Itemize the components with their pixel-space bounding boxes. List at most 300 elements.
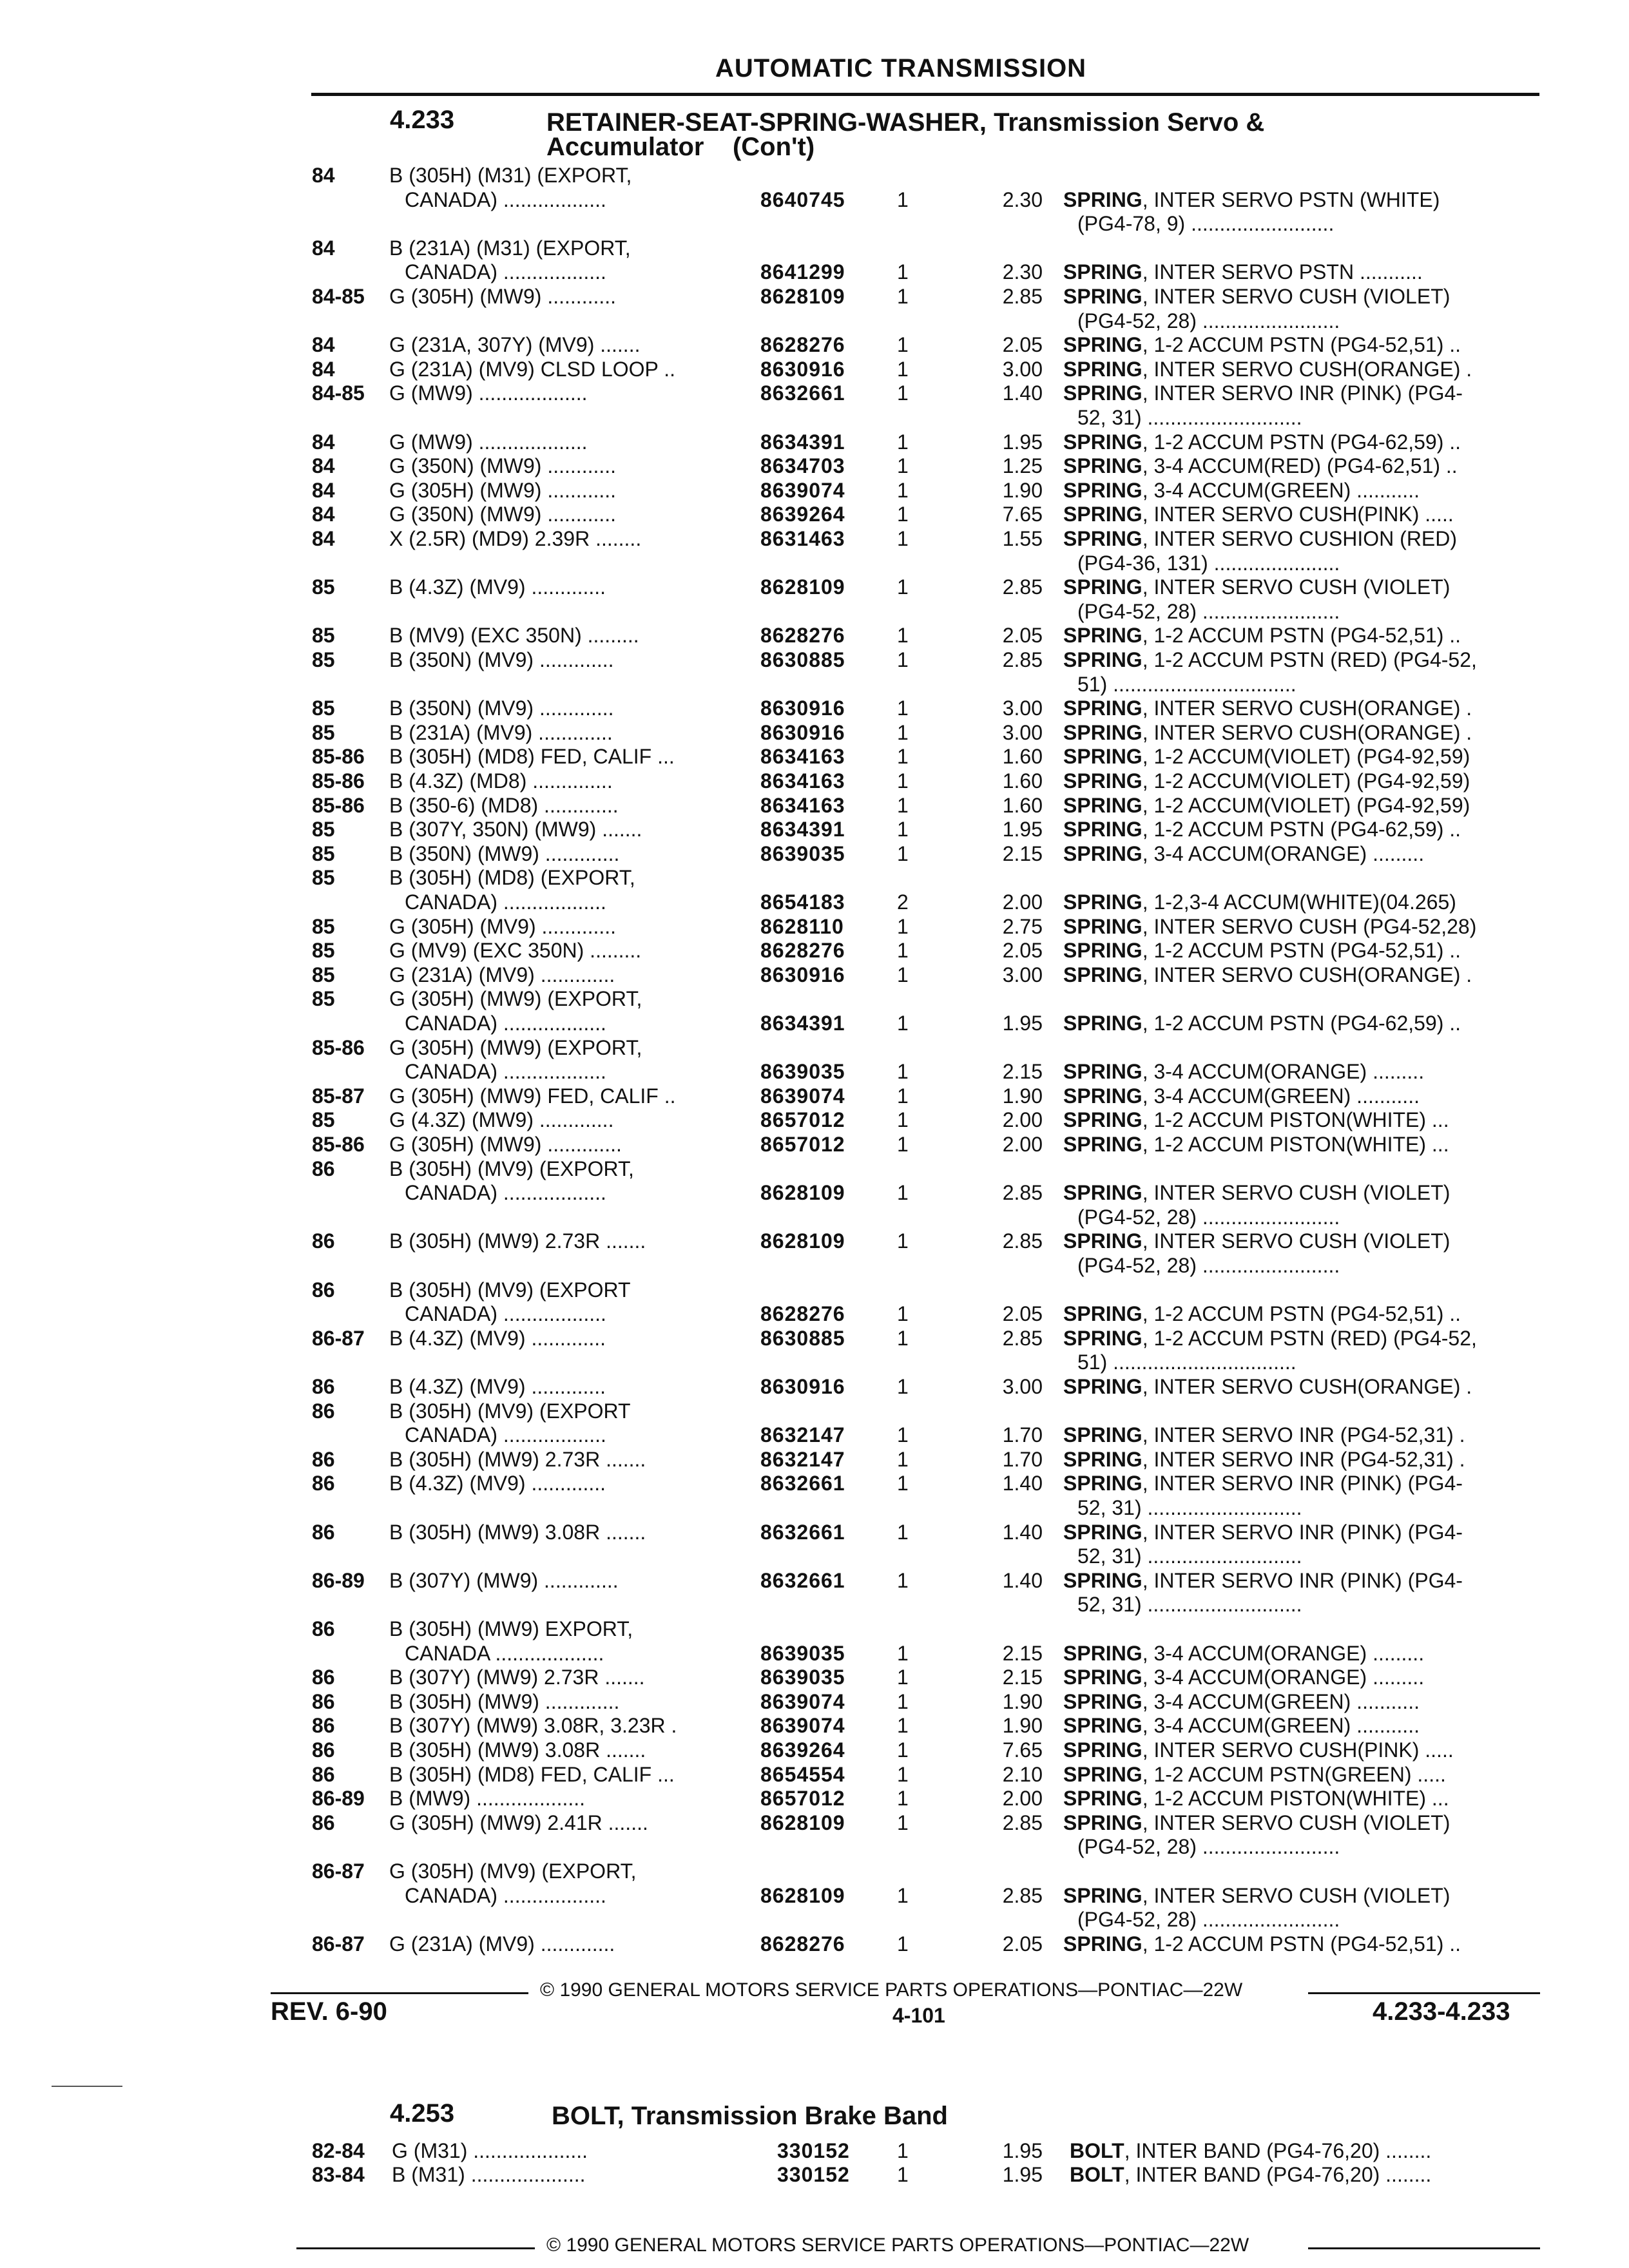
description-cell: 52, 31) ...........................: [1077, 1496, 1302, 1519]
model-year-cell: 82-84: [312, 2139, 365, 2162]
description-cell: SPRING, 1-2 ACCUM PSTN(GREEN) .....: [1063, 1762, 1446, 1786]
part-number-cell: 8657012: [760, 1787, 845, 1811]
part-number-cell: 8639264: [760, 503, 845, 526]
description-cell: (PG4-78, 9) .........................: [1077, 212, 1335, 236]
price-cell: 2.75: [1002, 914, 1043, 938]
model-year-cell: 85: [312, 720, 335, 744]
model-year-cell: 84-85: [312, 285, 365, 308]
part-number-cell: 8628109: [760, 285, 845, 308]
copyright-notice: © 1990 GENERAL MOTORS SERVICE PARTS OPERATIONS—PONTIAC—22W: [540, 1979, 1243, 2001]
price-cell: 1.55: [1002, 527, 1043, 550]
quantity-cell: 1: [897, 1641, 909, 1665]
application-cell: B (305H) (MV9) (EXPORT: [389, 1278, 631, 1302]
model-year-cell: 86: [312, 1157, 335, 1180]
application-cell: G (M31) ....................: [392, 2139, 588, 2162]
description-cell: SPRING, INTER SERVO CUSH (PG4-52,28): [1063, 914, 1477, 938]
model-year-cell: 85: [312, 697, 335, 720]
revision-label: REV. 6-90: [271, 1997, 387, 2026]
price-cell: 1.70: [1002, 1447, 1043, 1471]
price-cell: 1.95: [1002, 2163, 1043, 2186]
model-year-cell: 86: [312, 1811, 335, 1834]
price-cell: 1.90: [1002, 478, 1043, 502]
quantity-cell: 1: [897, 1472, 909, 1495]
description-cell: SPRING, 1-2 ACCUM PSTN (PG4-62,59) ..: [1063, 430, 1461, 454]
description-cell: SPRING, 3-4 ACCUM(GREEN) ...........: [1063, 1689, 1420, 1713]
model-year-cell: 85: [312, 841, 335, 865]
application-cell: B (305H) (MV9) (EXPORT: [389, 1399, 631, 1423]
price-cell: 1.95: [1002, 2139, 1043, 2162]
part-number-cell: 8628276: [760, 624, 845, 648]
price-cell: 1.90: [1002, 1689, 1043, 1713]
application-cell: G (305H) (MW9) 2.41R .......: [389, 1811, 648, 1834]
part-number-cell: 8630916: [760, 1375, 845, 1398]
footer2-rule-right: [1308, 2247, 1540, 2249]
quantity-cell: 1: [897, 793, 909, 817]
description-cell: SPRING, 1-2,3-4 ACCUM(WHITE)(04.265): [1063, 890, 1456, 914]
description-cell: SPRING, INTER SERVO CUSH(ORANGE) .: [1063, 1375, 1472, 1398]
model-year-cell: 85: [312, 914, 335, 938]
quantity-cell: 1: [897, 1714, 909, 1738]
application-cell: B (305H) (MD8) (EXPORT,: [389, 866, 635, 890]
model-year-cell: 85: [312, 866, 335, 890]
model-year-cell: 84: [312, 236, 335, 260]
application-cell: B (305H) (MW9) 2.73R .......: [389, 1447, 646, 1471]
application-cell: B (305H) (MW9) .............: [389, 1689, 620, 1713]
model-year-cell: 86-87: [312, 1326, 365, 1350]
application-cell: B (350N) (MW9) .............: [389, 841, 620, 865]
quantity-cell: 1: [897, 648, 909, 671]
quantity-cell: 1: [897, 1689, 909, 1713]
part-number-cell: 8639035: [760, 1641, 845, 1665]
description-cell: BOLT, INTER BAND (PG4-76,20) ........: [1070, 2163, 1432, 2186]
group-number-2: 4.253: [390, 2099, 455, 2128]
section-header: AUTOMATIC TRANSMISSION: [715, 54, 1087, 82]
application-cell: B (4.3Z) (MV9) .............: [389, 1375, 606, 1398]
description-cell: SPRING, 3-4 ACCUM(ORANGE) .........: [1063, 1060, 1425, 1084]
part-number-cell: 8628109: [760, 1883, 845, 1907]
model-year-cell: 85-86: [312, 793, 365, 817]
quantity-cell: 1: [897, 1375, 909, 1398]
application-cell: B (305H) (MW9) 2.73R .......: [389, 1229, 646, 1253]
description-cell: SPRING, 1-2 ACCUM PSTN (PG4-52,51) ..: [1063, 1302, 1461, 1326]
quantity-cell: 1: [897, 1060, 909, 1084]
quantity-cell: 1: [897, 1787, 909, 1811]
model-year-cell: 86-89: [312, 1568, 365, 1592]
model-year-cell: 85: [312, 575, 335, 599]
model-year-cell: 85: [312, 1108, 335, 1132]
quantity-cell: 1: [897, 914, 909, 938]
application-cell: B (305H) (MV9) (EXPORT,: [389, 1157, 634, 1180]
quantity-cell: 1: [897, 841, 909, 865]
part-number-cell: 8632661: [760, 1520, 845, 1544]
model-year-cell: 86: [312, 1738, 335, 1762]
description-cell: SPRING, INTER SERVO INR (PG4-52,31) .: [1063, 1423, 1465, 1447]
model-year-cell: 86: [312, 1617, 335, 1640]
part-number-cell: 330152: [777, 2163, 850, 2186]
group-title-2: BOLT, Transmission Brake Band: [552, 2102, 948, 2130]
model-year-cell: 85-86: [312, 1133, 365, 1156]
application-cell: B (350-6) (MD8) .............: [389, 793, 619, 817]
application-cell: B (305H) (MW9) 3.08R .......: [389, 1738, 646, 1762]
description-cell: SPRING, 3-4 ACCUM(RED) (PG4-62,51) ..: [1063, 454, 1458, 478]
model-year-cell: 85-86: [312, 745, 365, 769]
quantity-cell: 1: [897, 527, 909, 550]
model-year-cell: 84: [312, 503, 335, 526]
model-year-cell: 85: [312, 818, 335, 841]
description-cell: SPRING, 1-2 ACCUM(VIOLET) (PG4-92,59): [1063, 769, 1470, 793]
application-cell: G (305H) (MW9) (EXPORT,: [389, 987, 642, 1011]
part-number-cell: 8634703: [760, 454, 845, 478]
part-number-cell: 8632661: [760, 1568, 845, 1592]
application-cell: B (4.3Z) (MD8) ..............: [389, 769, 613, 793]
price-cell: 2.85: [1002, 1229, 1043, 1253]
description-cell: SPRING, INTER SERVO PSTN (WHITE): [1063, 187, 1440, 211]
price-cell: 1.90: [1002, 1084, 1043, 1108]
part-number-cell: 8639074: [760, 1084, 845, 1108]
price-cell: 1.25: [1002, 454, 1043, 478]
part-number-cell: 8657012: [760, 1108, 845, 1132]
application-cell: G (231A) (MV9) .............: [389, 963, 615, 986]
part-number-cell: 8639264: [760, 1738, 845, 1762]
quantity-cell: 1: [897, 1133, 909, 1156]
description-cell: 52, 31) ...........................: [1077, 1593, 1302, 1617]
part-number-cell: 8632147: [760, 1423, 845, 1447]
model-year-cell: 84: [312, 430, 335, 454]
model-year-cell: 86: [312, 1762, 335, 1786]
part-number-cell: 8630885: [760, 648, 845, 671]
price-cell: 2.85: [1002, 1811, 1043, 1834]
description-cell: SPRING, INTER SERVO CUSH (VIOLET): [1063, 1811, 1451, 1834]
application-cell: CANADA) ..................: [405, 1060, 606, 1084]
description-cell: SPRING, 1-2 ACCUM PSTN (RED) (PG4-52,: [1063, 648, 1477, 671]
application-cell: B (M31) ....................: [392, 2163, 586, 2186]
model-year-cell: 85: [312, 624, 335, 648]
description-cell: SPRING, INTER SERVO INR (PG4-52,31) .: [1063, 1447, 1465, 1471]
model-year-cell: 86-89: [312, 1787, 365, 1811]
model-year-cell: 86: [312, 1278, 335, 1302]
application-cell: G (305H) (MW9) ............: [389, 478, 617, 502]
description-cell: SPRING, 1-2 ACCUM PSTN (PG4-62,59) ..: [1063, 1012, 1461, 1035]
description-cell: (PG4-52, 28) ........................: [1077, 1254, 1340, 1277]
description-cell: SPRING, 1-2 ACCUM PISTON(WHITE) ...: [1063, 1108, 1449, 1132]
part-number-cell: 330152: [777, 2139, 850, 2162]
description-cell: SPRING, INTER SERVO CUSH (VIOLET): [1063, 1883, 1451, 1907]
model-year-cell: 84: [312, 478, 335, 502]
quantity-cell: 1: [897, 1568, 909, 1592]
application-cell: B (305H) (MW9) EXPORT,: [389, 1617, 633, 1640]
price-cell: 2.00: [1002, 1133, 1043, 1156]
quantity-cell: 1: [897, 478, 909, 502]
part-number-cell: 8634391: [760, 1012, 845, 1035]
price-cell: 3.00: [1002, 1375, 1043, 1398]
quantity-cell: 1: [897, 260, 909, 284]
price-cell: 1.60: [1002, 745, 1043, 769]
model-year-cell: 86: [312, 1472, 335, 1495]
cut-mark: [52, 2086, 122, 2087]
quantity-cell: 1: [897, 454, 909, 478]
application-cell: B (231A) (MV9) .............: [389, 720, 613, 744]
quantity-cell: 1: [897, 333, 909, 357]
price-cell: 2.30: [1002, 260, 1043, 284]
model-year-cell: 86: [312, 1399, 335, 1423]
description-cell: SPRING, 1-2 ACCUM PISTON(WHITE) ...: [1063, 1133, 1449, 1156]
description-cell: SPRING, INTER SERVO CUSH(ORANGE) .: [1063, 697, 1472, 720]
quantity-cell: 1: [897, 1447, 909, 1471]
description-cell: SPRING, 1-2 ACCUM PSTN (PG4-52,51) ..: [1063, 333, 1461, 357]
part-number-cell: 8632147: [760, 1447, 845, 1471]
part-number-cell: 8639074: [760, 1714, 845, 1738]
quantity-cell: 1: [897, 2139, 909, 2162]
part-number-cell: 8634163: [760, 769, 845, 793]
description-cell: (PG4-52, 28) ........................: [1077, 1835, 1340, 1859]
model-year-cell: 84: [312, 454, 335, 478]
price-cell: 2.05: [1002, 624, 1043, 648]
quantity-cell: 1: [897, 1326, 909, 1350]
price-cell: 1.40: [1002, 1568, 1043, 1592]
description-cell: 51) ................................: [1077, 672, 1296, 696]
quantity-cell: 1: [897, 1084, 909, 1108]
model-year-cell: 85: [312, 939, 335, 963]
price-cell: 2.85: [1002, 285, 1043, 308]
description-cell: SPRING, 1-2 ACCUM PSTN (RED) (PG4-52,: [1063, 1326, 1477, 1350]
model-year-cell: 85: [312, 987, 335, 1011]
price-cell: 1.70: [1002, 1423, 1043, 1447]
price-cell: 3.00: [1002, 357, 1043, 381]
price-cell: 3.00: [1002, 697, 1043, 720]
application-cell: CANADA) ..................: [405, 1423, 606, 1447]
quantity-cell: 1: [897, 745, 909, 769]
description-cell: SPRING, 3-4 ACCUM(GREEN) ...........: [1063, 1714, 1420, 1738]
application-cell: G (4.3Z) (MW9) .............: [389, 1108, 614, 1132]
price-cell: 2.85: [1002, 1883, 1043, 1907]
application-cell: B (MW9) ...................: [389, 1787, 586, 1811]
application-cell: G (350N) (MW9) ............: [389, 454, 617, 478]
description-cell: (PG4-52, 28) ........................: [1077, 309, 1340, 332]
quantity-cell: 1: [897, 1666, 909, 1689]
model-year-cell: 85: [312, 963, 335, 986]
description-cell: SPRING, 1-2 ACCUM PSTN (PG4-52,51) ..: [1063, 939, 1461, 963]
application-cell: G (MW9) ...................: [389, 430, 588, 454]
quantity-cell: 1: [897, 187, 909, 211]
model-year-cell: 86: [312, 1666, 335, 1689]
group-title-continued: Accumulator (Con't): [546, 133, 815, 161]
description-cell: SPRING, INTER SERVO INR (PINK) (PG4-: [1063, 1520, 1463, 1544]
application-cell: B (305H) (MW9) 3.08R .......: [389, 1520, 646, 1544]
description-cell: SPRING, 1-2 ACCUM(VIOLET) (PG4-92,59): [1063, 793, 1470, 817]
model-year-cell: 85-86: [312, 769, 365, 793]
price-cell: 1.60: [1002, 793, 1043, 817]
description-cell: SPRING, INTER SERVO PSTN ...........: [1063, 260, 1423, 284]
application-cell: G (231A) (MV9) CLSD LOOP ..: [389, 357, 675, 381]
description-cell: (PG4-36, 131) ......................: [1077, 551, 1340, 575]
application-cell: B (350N) (MV9) .............: [389, 648, 614, 671]
application-cell: G (305H) (MW9) FED, CALIF ..: [389, 1084, 676, 1108]
price-cell: 2.30: [1002, 187, 1043, 211]
price-cell: 2.10: [1002, 1762, 1043, 1786]
description-cell: SPRING, 1-2 ACCUM PSTN (PG4-52,51) ..: [1063, 1932, 1461, 1956]
description-cell: SPRING, INTER SERVO INR (PINK) (PG4-: [1063, 1568, 1463, 1592]
description-cell: SPRING, INTER SERVO CUSH (VIOLET): [1063, 575, 1451, 599]
application-cell: B (231A) (M31) (EXPORT,: [389, 236, 631, 260]
price-cell: 2.85: [1002, 1326, 1043, 1350]
part-number-cell: 8630916: [760, 720, 845, 744]
price-cell: 2.15: [1002, 841, 1043, 865]
description-cell: SPRING, INTER SERVO CUSH (VIOLET): [1063, 1229, 1451, 1253]
model-year-cell: 86: [312, 1229, 335, 1253]
quantity-cell: 1: [897, 1108, 909, 1132]
price-cell: 2.05: [1002, 333, 1043, 357]
description-cell: SPRING, INTER SERVO CUSH(PINK) .....: [1063, 1738, 1454, 1762]
part-number-cell: 8628276: [760, 1302, 845, 1326]
quantity-cell: 1: [897, 1423, 909, 1447]
part-number-cell: 8654554: [760, 1762, 845, 1786]
quantity-cell: 1: [897, 285, 909, 308]
part-number-cell: 8634391: [760, 430, 845, 454]
model-year-cell: 84: [312, 164, 335, 187]
part-number-cell: 8639074: [760, 478, 845, 502]
quantity-cell: 1: [897, 1811, 909, 1834]
application-cell: B (307Y) (MW9) 2.73R .......: [389, 1666, 645, 1689]
price-cell: 3.00: [1002, 963, 1043, 986]
cropped-text-fragment: [419, 2079, 1527, 2088]
quantity-cell: 1: [897, 381, 909, 405]
price-cell: 1.95: [1002, 818, 1043, 841]
quantity-cell: 1: [897, 624, 909, 648]
application-cell: CANADA) ..................: [405, 890, 606, 914]
price-cell: 1.40: [1002, 381, 1043, 405]
group-number: 4.233: [390, 106, 455, 134]
price-cell: 1.90: [1002, 1714, 1043, 1738]
part-number-cell: 8628109: [760, 1811, 845, 1834]
description-cell: SPRING, INTER SERVO CUSH (VIOLET): [1063, 285, 1451, 308]
model-year-cell: 86-87: [312, 1932, 365, 1956]
part-number-cell: 8630916: [760, 697, 845, 720]
description-cell: (PG4-52, 28) ........................: [1077, 1908, 1340, 1932]
price-cell: 3.00: [1002, 720, 1043, 744]
quantity-cell: 2: [897, 890, 909, 914]
quantity-cell: 1: [897, 357, 909, 381]
part-number-cell: 8628109: [760, 575, 845, 599]
part-number-cell: 8634163: [760, 745, 845, 769]
quantity-cell: 1: [897, 769, 909, 793]
model-year-cell: 86: [312, 1520, 335, 1544]
part-number-cell: 8634391: [760, 818, 845, 841]
part-number-cell: 8628110: [760, 914, 844, 938]
description-cell: SPRING, 3-4 ACCUM(GREEN) ...........: [1063, 1084, 1420, 1108]
application-cell: B (MV9) (EXC 350N) .........: [389, 624, 639, 648]
part-number-cell: 8640745: [760, 187, 845, 211]
application-cell: B (307Y, 350N) (MW9) .......: [389, 818, 642, 841]
part-number-cell: 8634163: [760, 793, 845, 817]
description-cell: SPRING, 3-4 ACCUM(ORANGE) .........: [1063, 1641, 1425, 1665]
quantity-cell: 1: [897, 1181, 909, 1205]
model-year-cell: 84-85: [312, 381, 365, 405]
description-cell: 52, 31) ...........................: [1077, 1544, 1302, 1568]
application-cell: G (305H) (MV9) .............: [389, 914, 617, 938]
part-number-cell: 8657012: [760, 1133, 845, 1156]
model-year-cell: 86: [312, 1447, 335, 1471]
price-cell: 2.85: [1002, 648, 1043, 671]
part-number-cell: 8628276: [760, 939, 845, 963]
application-cell: G (305H) (MW9) (EXPORT,: [389, 1035, 642, 1059]
quantity-cell: 1: [897, 1932, 909, 1956]
price-cell: 2.15: [1002, 1666, 1043, 1689]
description-cell: SPRING, 3-4 ACCUM(ORANGE) .........: [1063, 841, 1425, 865]
price-cell: 2.05: [1002, 1932, 1043, 1956]
part-number-cell: 8639035: [760, 1666, 845, 1689]
application-cell: G (MW9) ...................: [389, 381, 588, 405]
header-rule: [311, 93, 1539, 96]
price-cell: 1.95: [1002, 1012, 1043, 1035]
application-cell: G (305H) (MW9) ............: [389, 285, 617, 308]
model-year-cell: 84: [312, 357, 335, 381]
price-cell: 1.60: [1002, 769, 1043, 793]
page-range: 4.233-4.233: [1373, 1997, 1510, 2026]
application-cell: B (305H) (M31) (EXPORT,: [389, 164, 632, 187]
application-cell: CANADA) ..................: [405, 1012, 606, 1035]
application-cell: CANADA) ..................: [405, 1302, 606, 1326]
application-cell: B (305H) (MD8) FED, CALIF ...: [389, 745, 675, 769]
application-cell: B (307Y) (MW9) 3.08R, 3.23R .: [389, 1714, 677, 1738]
price-cell: 1.40: [1002, 1472, 1043, 1495]
description-cell: SPRING, INTER SERVO CUSH(PINK) .....: [1063, 503, 1454, 526]
quantity-cell: 1: [897, 1229, 909, 1253]
description-cell: (PG4-52, 28) ........................: [1077, 1205, 1340, 1229]
part-number-cell: 8639035: [760, 1060, 845, 1084]
price-cell: 2.00: [1002, 890, 1043, 914]
quantity-cell: 1: [897, 575, 909, 599]
quantity-cell: 1: [897, 503, 909, 526]
footer-rule-right: [1308, 1992, 1540, 1994]
quantity-cell: 1: [897, 720, 909, 744]
application-cell: CANADA) ..................: [405, 1883, 606, 1907]
price-cell: 7.65: [1002, 503, 1043, 526]
application-cell: CANADA) ..................: [405, 187, 606, 211]
price-cell: 2.15: [1002, 1641, 1043, 1665]
part-number-cell: 8639035: [760, 841, 845, 865]
page-number: 4-101: [892, 2004, 945, 2027]
application-cell: B (4.3Z) (MV9) .............: [389, 1472, 606, 1495]
price-cell: 2.15: [1002, 1060, 1043, 1084]
part-number-cell: 8628109: [760, 1229, 845, 1253]
quantity-cell: 1: [897, 1762, 909, 1786]
application-cell: X (2.5R) (MD9) 2.39R ........: [389, 527, 642, 550]
model-year-cell: 86: [312, 1689, 335, 1713]
model-year-cell: 84: [312, 527, 335, 550]
description-cell: SPRING, 1-2 ACCUM PSTN (PG4-52,51) ..: [1063, 624, 1461, 648]
quantity-cell: 1: [897, 818, 909, 841]
description-cell: SPRING, INTER SERVO CUSH (VIOLET): [1063, 1181, 1451, 1205]
quantity-cell: 1: [897, 430, 909, 454]
part-number-cell: 8630916: [760, 963, 845, 986]
application-cell: G (MV9) (EXC 350N) .........: [389, 939, 642, 963]
price-cell: 2.00: [1002, 1787, 1043, 1811]
part-number-cell: 8641299: [760, 260, 845, 284]
part-number-cell: 8631463: [760, 527, 845, 550]
application-cell: B (305H) (MD8) FED, CALIF ...: [389, 1762, 675, 1786]
footer2-rule-left: [296, 2247, 535, 2249]
part-number-cell: 8639074: [760, 1689, 845, 1713]
description-cell: SPRING, 3-4 ACCUM(GREEN) ...........: [1063, 478, 1420, 502]
part-number-cell: 8654183: [760, 890, 845, 914]
quantity-cell: 1: [897, 963, 909, 986]
model-year-cell: 84: [312, 333, 335, 357]
price-cell: 2.85: [1002, 1181, 1043, 1205]
description-cell: SPRING, INTER SERVO CUSH(ORANGE) .: [1063, 357, 1472, 381]
application-cell: CANADA ...................: [405, 1641, 604, 1665]
application-cell: B (4.3Z) (MV9) .............: [389, 1326, 606, 1350]
price-cell: 2.05: [1002, 1302, 1043, 1326]
